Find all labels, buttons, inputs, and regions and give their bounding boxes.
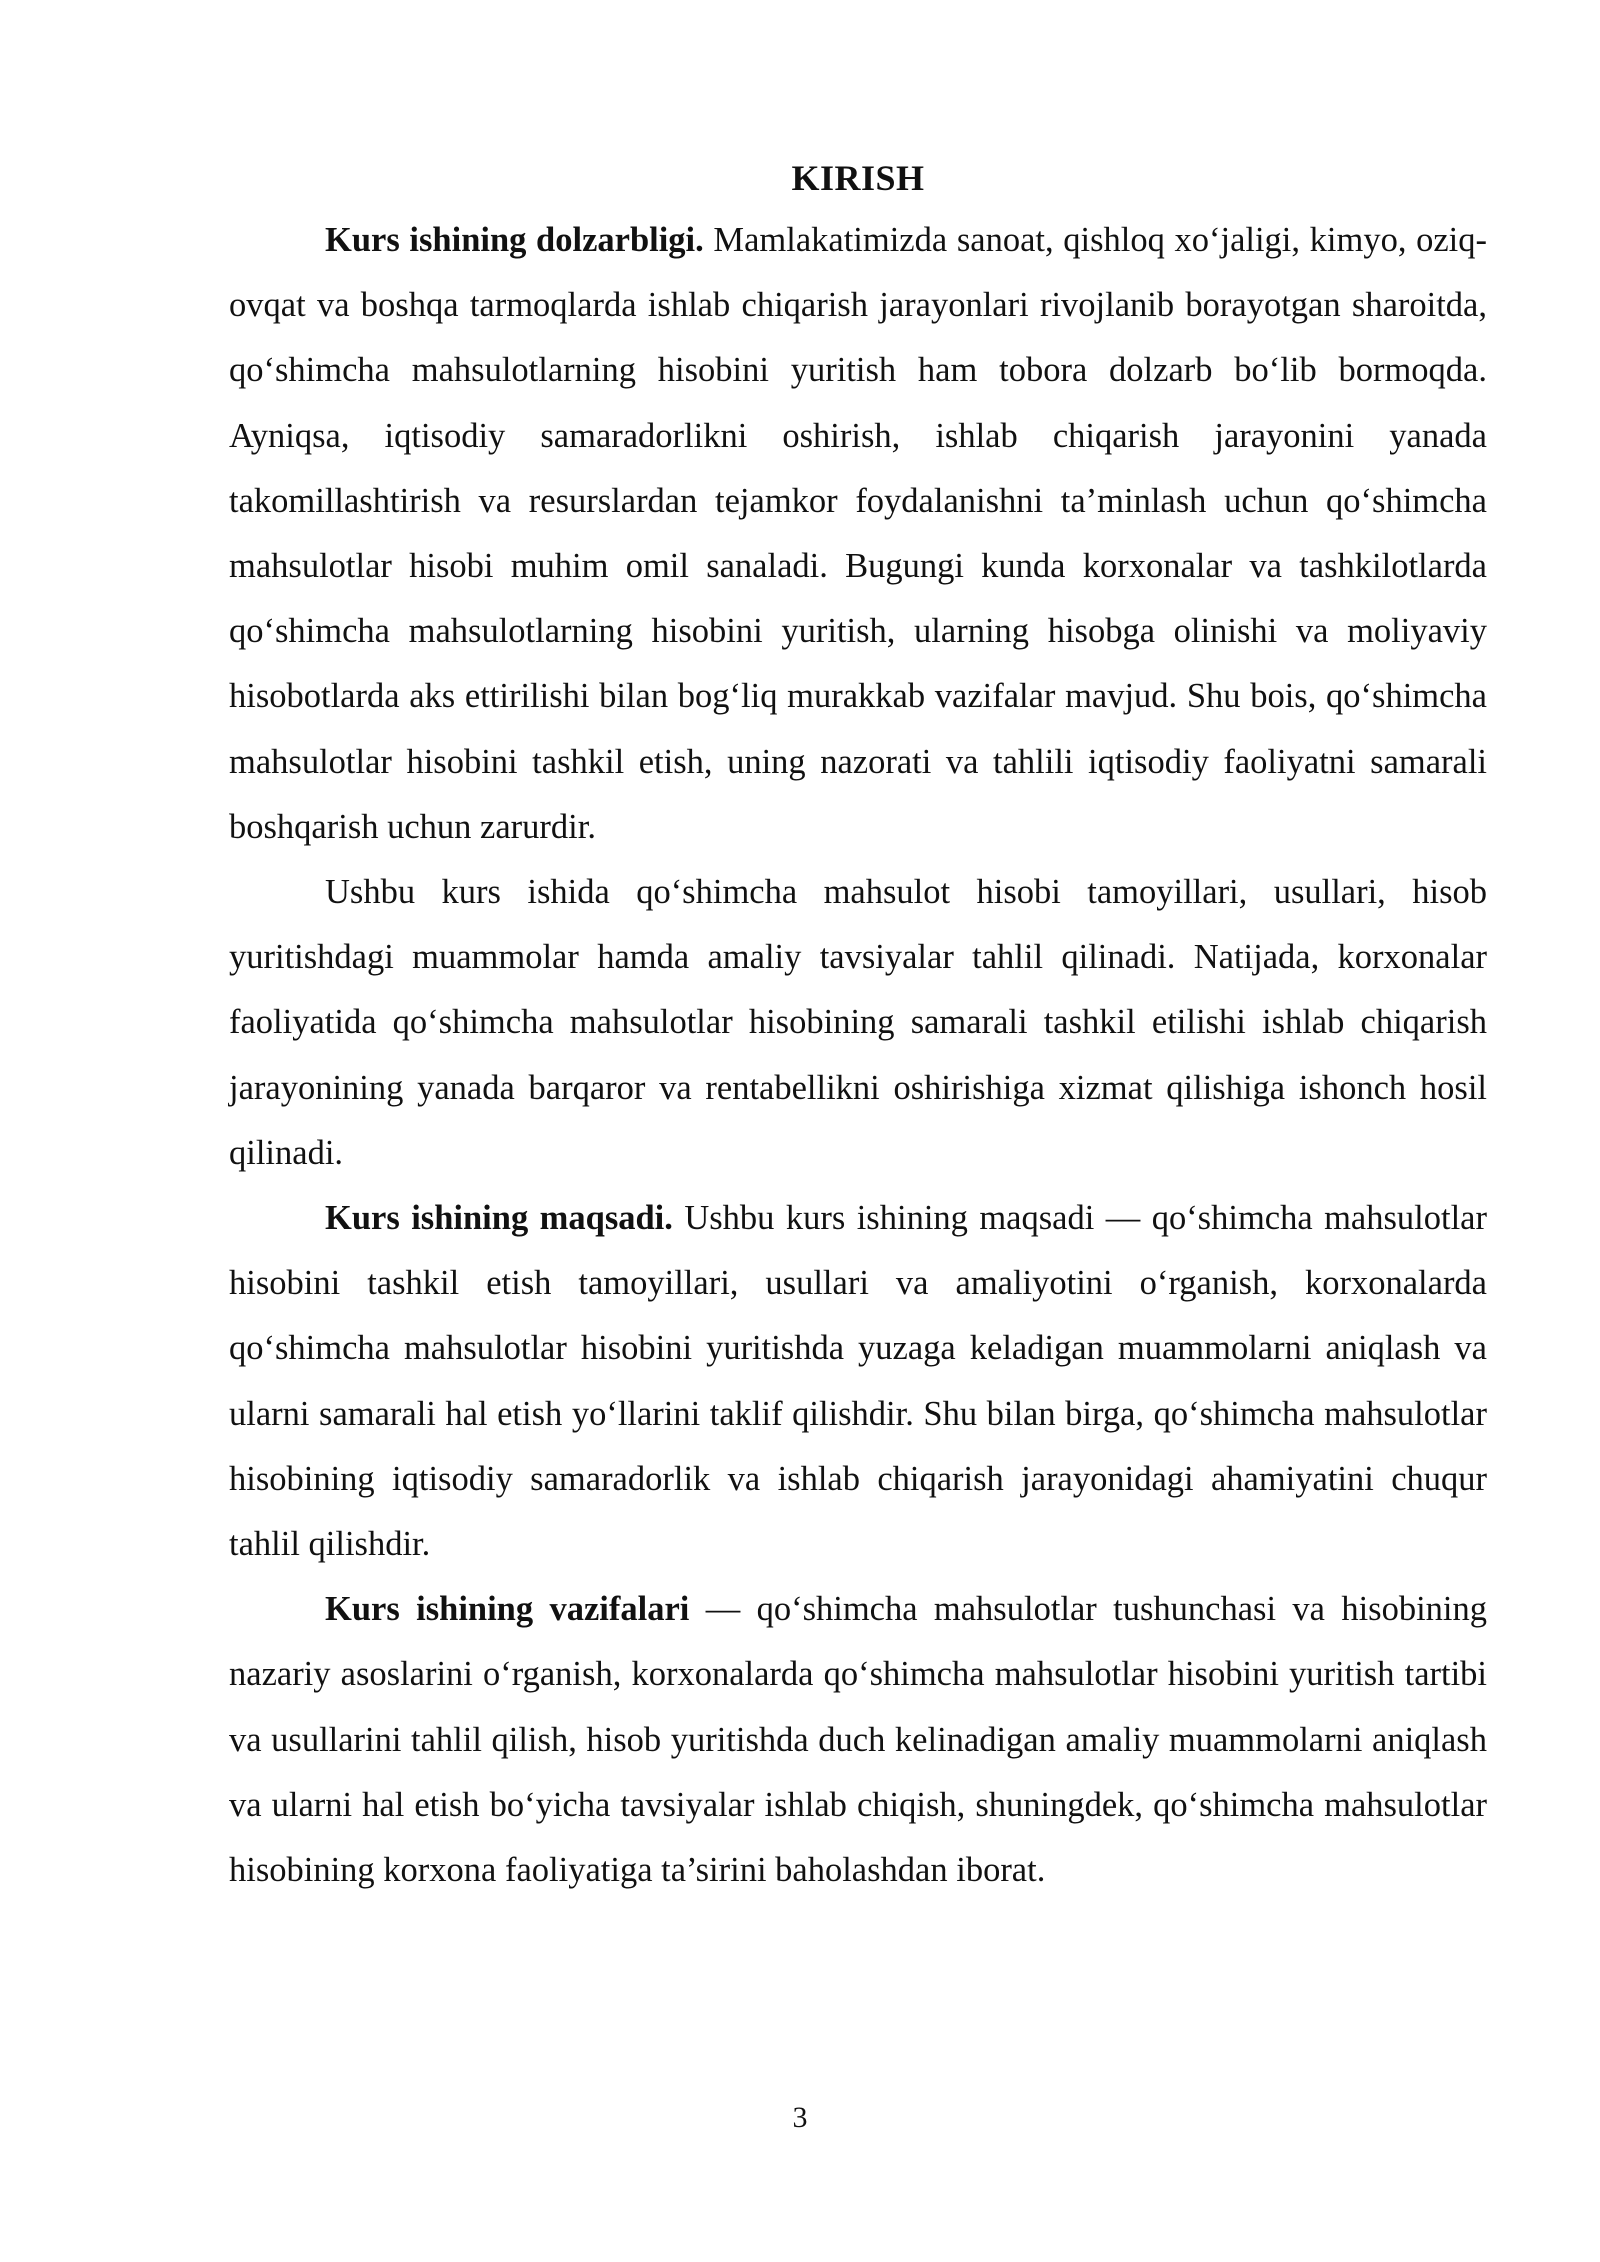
paragraph-scope — [229, 860, 1487, 1186]
paragraph-text-scope: Ushbu kurs ishida qo‘shimcha mahsulot hisobi tamoyillari, usullari, hisob yuritishdagi muammolar hamda amaliy tavsiyalar tahlil qilinadi. Natijada, korxonalar faoliyatida qo‘shimcha mahsulotlar hisobining samarali tashkil etilishi ishlab chiqarish jarayonining yanada barqaror va rentabellikni oshirishiga xizmat qilishiga ishonch hosil qilinadi. — [229, 873, 1487, 1172]
paragraph-lead-relevance: Kurs ishining dolzarbligi. — [325, 221, 704, 259]
paragraph-text-tasks: — qo‘shimcha mahsulotlar tushunchasi va hisobining nazariy asoslarini o‘rganish, korxonalarda qo‘shimcha mahsulotlar hisobini yuritish tartibi va usullarini tahlil qilish, hisob yuritishda duch kelinadigan amaliy muammolarni aniqlash va ularni hal etish bo‘yicha tavsiyalar ishlab chiqish, shuningdek, qo‘shimcha mahsulotlar hisobining korxona faoliyatiga ta’sirini baholashdan iborat. — [229, 1590, 1488, 1890]
paragraph-tasks — [229, 1577, 1487, 1903]
paragraph-text-relevance: Mamlakatimizda sanoat, qishloq xo‘jaligi, kimyo, oziq-ovqat va boshqa tarmoqlarda ishlab chiqarish jarayonlari rivojlanib borayotgan sharoitda, qo‘shimcha mahsulotlarning hisobini yuritish ham tobora dolzarb bo‘lib bormoqda. Ayniqsa, iqtisodiy samaradorlikni oshirish, ishlab chiqarish jarayonini yanada takomillashtirish va resurslardan tejamkor foydalanishni ta’minlash uchun qo‘shimcha mahsulotlar hisobi muhim omil sanaladi. Bugungi kunda korxonalar va tashkilotlarda qo‘shimcha mahsulotlarning hisobini yuritish, ularning hisobga olinishi va moliyaviy hisobotlarda aks ettirilishi bilan bog‘liq murakkab vazifalar mavjud. Shu bois, qo‘shimcha mahsulotlar hisobini tashkil etish, uning nazorati va tahlili iqtisodiy faoliyatni samarali boshqarish uchun zarurdir. — [229, 221, 1487, 846]
paragraph-text-goal: Ushbu kurs ishining maqsadi — qo‘shimcha mahsulotlar hisobini tashkil etish tamoyillari, usullari va amaliyotini o‘rganish, korxonalarda qo‘shimcha mahsulotlar hisobini yuritishda yuzaga keladigan muammolarni aniqlash va ularni samarali hal etish yo‘llarini taklif qilishdir. Shu bilan birga, qo‘shimcha mahsulotlar hisobining iqtisodiy samaradorlik va ishlab chiqarish jarayonidagi ahamiyatini chuqur tahlil qilishdir. — [229, 1199, 1487, 1564]
paragraph-lead-tasks: Kurs ishining vazifalari — [325, 1590, 690, 1629]
page-content — [229, 148, 1487, 1903]
paragraph-relevance — [229, 208, 1487, 860]
page-heading: KIRISH — [791, 158, 925, 198]
paragraph-goal — [229, 1186, 1487, 1577]
page-number: 3 — [792, 2101, 808, 2134]
paragraph-lead-goal: Kurs ishining maqsadi. — [325, 1199, 673, 1238]
